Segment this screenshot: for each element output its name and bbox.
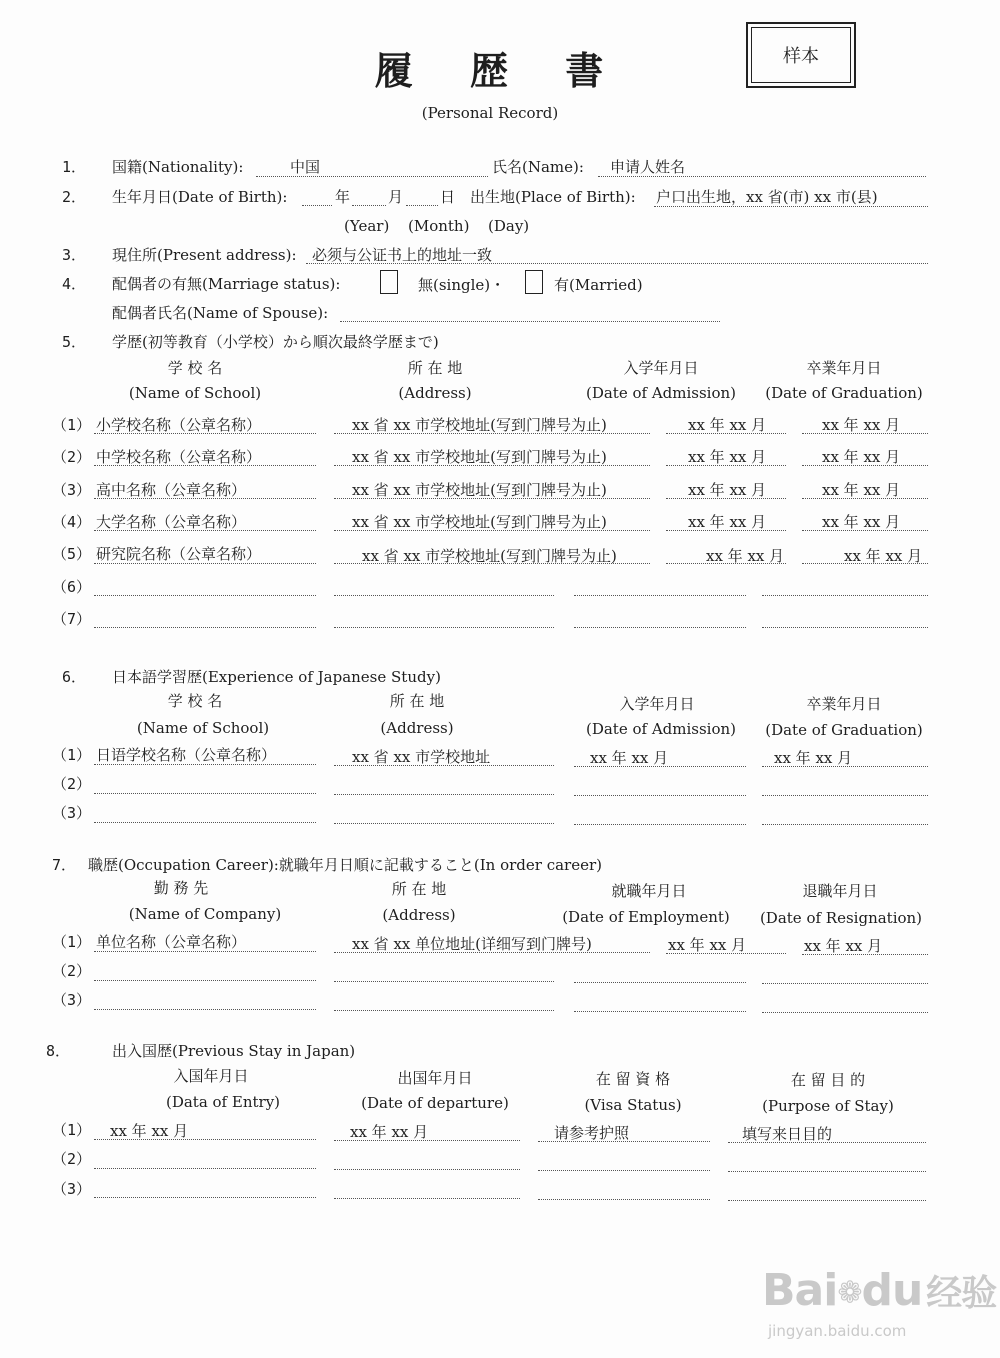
stay-line[interactable]: [728, 1171, 926, 1172]
stay-line[interactable]: [728, 1200, 926, 1201]
nationality-value[interactable]: 中国: [290, 158, 321, 176]
spouse-line[interactable]: [340, 321, 720, 322]
career-header-address: 所 在 地: [391, 880, 447, 898]
jp-header-address: 所 在 地: [389, 692, 445, 710]
edu-row-number: （3）: [52, 481, 92, 499]
stay-purpose-cell[interactable]: 填写来日目的: [742, 1125, 833, 1143]
career-resignation-cell[interactable]: xx 年 xx 月: [804, 937, 883, 955]
career-header-company-en: (Name of Company): [128, 905, 282, 923]
jp-header-graduation: 卒業年月日: [806, 695, 882, 713]
career-line[interactable]: [762, 983, 928, 984]
stay-line: [94, 1139, 316, 1140]
edu-line: [666, 530, 786, 531]
edu-line[interactable]: [574, 627, 746, 628]
edu-line[interactable]: [334, 595, 554, 596]
birth-month-line: [352, 205, 386, 206]
career-line[interactable]: [94, 1009, 316, 1010]
japanese-title: 日本語学習歴(Experience of Japanese Study): [112, 668, 441, 686]
jp-line[interactable]: [574, 824, 746, 825]
single-label: 無(single)・: [418, 276, 506, 294]
birthplace-label: 出生地(Place of Birth):: [470, 188, 636, 206]
career-header-employment: 就職年月日: [611, 882, 687, 900]
stay-row-number: （2）: [52, 1150, 92, 1168]
item-number-6: 6．: [62, 668, 87, 686]
edu-line: [802, 465, 928, 466]
edu-line: [666, 465, 786, 466]
birth-month-en: (Month): [408, 217, 470, 235]
edu-line: [666, 433, 786, 434]
career-line: [666, 953, 786, 954]
birth-year-unit: 年: [335, 188, 351, 206]
jp-line[interactable]: [94, 793, 316, 794]
education-title: 学歴(初等教育（小学校）から順次最終学歴まで): [112, 333, 439, 351]
career-title: 職歴(Occupation Career):就職年月日順に記載すること(In order career): [88, 856, 602, 874]
page-title: 履 歴 書: [374, 48, 626, 93]
jp-row-number: （1）: [52, 746, 92, 764]
edu-address-cell[interactable]: xx 省 xx 市学校地址(写到门牌号为止): [352, 416, 607, 434]
edu-line: [802, 530, 928, 531]
career-line[interactable]: [334, 1010, 554, 1011]
stay-header-purpose-en: (Purpose of Stay): [762, 1097, 894, 1115]
edu-header-address-en: (Address): [398, 384, 472, 402]
jp-line[interactable]: [334, 794, 554, 795]
edu-school-cell[interactable]: 中学校名称（公章名称）: [96, 448, 262, 466]
item-number-3: 3．: [62, 246, 87, 264]
edu-school-cell[interactable]: 小学校名称（公章名称）: [96, 416, 262, 434]
jp-line: [334, 765, 554, 766]
edu-line: [334, 465, 650, 466]
birth-month-unit: 月: [388, 188, 404, 206]
edu-graduation-cell[interactable]: xx 年 xx 月: [822, 481, 901, 499]
career-address-cell[interactable]: xx 省 xx 单位地址(详细写到门牌号): [352, 935, 592, 953]
edu-line[interactable]: [574, 595, 746, 596]
birthplace-value[interactable]: 户口出生地，xx 省(市) xx 市(县): [656, 188, 878, 206]
stay-header-entry-en: (Data of Entry): [165, 1093, 281, 1111]
page-subtitle: (Personal Record): [421, 104, 559, 122]
stay-line[interactable]: [538, 1199, 710, 1200]
stay-line: [538, 1141, 710, 1142]
name-value[interactable]: 申请人姓名: [610, 158, 686, 176]
birth-year-line: [302, 205, 332, 206]
edu-line[interactable]: [762, 627, 928, 628]
birth-day-unit: 日: [440, 188, 456, 206]
edu-line: [666, 563, 786, 564]
edu-row-number: （1）: [52, 416, 92, 434]
married-label: 有(Married): [554, 276, 643, 294]
edu-school-cell[interactable]: 研究院名称（公章名称）: [96, 545, 262, 563]
stay-header-departure-en: (Date of departure): [361, 1094, 509, 1112]
career-company-cell[interactable]: 单位名称（公章名称）: [96, 933, 247, 951]
edu-admission-cell[interactable]: xx 年 xx 月: [688, 481, 767, 499]
jp-line: [574, 766, 746, 767]
jp-header-school: 学 校 名: [167, 692, 223, 710]
jp-line: [94, 764, 316, 765]
nationality-label: 国籍(Nationality):: [112, 158, 244, 176]
edu-row-number: （2）: [52, 448, 92, 466]
birth-label: 生年月日(Date of Birth):: [112, 188, 288, 206]
stay-title: 出入国歴(Previous Stay in Japan): [112, 1042, 356, 1060]
edu-row-number: （5）: [52, 545, 92, 563]
jp-admission-cell[interactable]: xx 年 xx 月: [590, 749, 669, 767]
jp-line[interactable]: [574, 795, 746, 796]
edu-line: [334, 498, 650, 499]
sample-stamp-label: 样本: [751, 27, 851, 83]
edu-graduation-cell[interactable]: xx 年 xx 月: [844, 547, 923, 565]
stay-line[interactable]: [334, 1198, 520, 1199]
career-line[interactable]: [334, 981, 554, 982]
edu-school-cell[interactable]: 高中名称（公章名称）: [96, 481, 247, 499]
nationality-line: [256, 176, 488, 177]
jp-school-cell[interactable]: 日语学校名称（公章名称）: [96, 746, 277, 764]
edu-line[interactable]: [94, 595, 316, 596]
edu-line: [802, 563, 928, 564]
career-row-number: （1）: [52, 933, 92, 951]
stay-header-visa: 在 留 資 格: [595, 1070, 671, 1088]
career-line[interactable]: [762, 1012, 928, 1013]
edu-school-cell[interactable]: 大学名称（公章名称）: [96, 513, 247, 531]
stay-departure-cell[interactable]: xx 年 xx 月: [350, 1123, 429, 1141]
baidu-watermark-logo: [762, 1265, 996, 1316]
edu-header-admission-en: (Date of Admission): [585, 384, 737, 402]
edu-line: [802, 498, 928, 499]
name-label: 氏名(Name):: [492, 158, 584, 176]
edu-line[interactable]: [762, 595, 928, 596]
edu-line: [802, 433, 928, 434]
stay-header-entry: 入国年月日: [173, 1067, 249, 1085]
career-line: [94, 951, 316, 952]
edu-header-address: 所 在 地: [407, 359, 463, 377]
married-checkbox[interactable]: [525, 270, 543, 294]
edu-line[interactable]: [94, 627, 316, 628]
edu-admission-cell[interactable]: xx 年 xx 月: [688, 448, 767, 466]
jp-address-cell[interactable]: xx 省 xx 市学校地址: [352, 748, 491, 766]
stay-row-number: （3）: [52, 1180, 92, 1198]
career-line: [802, 954, 928, 955]
item-number-7: 7．: [52, 856, 77, 874]
jp-line[interactable]: [94, 822, 316, 823]
edu-line: [94, 433, 316, 434]
career-header-address-en: (Address): [382, 906, 456, 924]
birth-day-line: [406, 205, 438, 206]
stay-row-number: （1）: [52, 1121, 92, 1139]
career-row-number: （2）: [52, 962, 92, 980]
career-line[interactable]: [94, 980, 316, 981]
stay-line[interactable]: [334, 1169, 520, 1170]
edu-header-admission: 入学年月日: [623, 359, 699, 377]
edu-row-number: （6）: [52, 578, 92, 596]
edu-line: [334, 530, 650, 531]
edu-admission-cell[interactable]: xx 年 xx 月: [688, 416, 767, 434]
edu-header-school-en: (Name of School): [128, 384, 262, 402]
jp-graduation-cell[interactable]: xx 年 xx 月: [774, 749, 853, 767]
edu-row-number: （7）: [52, 610, 92, 628]
edu-line: [94, 498, 316, 499]
stay-entry-cell[interactable]: xx 年 xx 月: [110, 1122, 189, 1140]
stay-line[interactable]: [94, 1168, 316, 1169]
name-line: [598, 176, 926, 177]
stay-line[interactable]: [538, 1170, 710, 1171]
edu-line: [94, 530, 316, 531]
edu-admission-cell[interactable]: xx 年 xx 月: [706, 547, 785, 565]
jp-header-admission-en: (Date of Admission): [585, 720, 737, 738]
watermark-brand-2: du: [861, 1265, 923, 1316]
birth-year-en: (Year): [344, 217, 390, 235]
jp-row-number: （3）: [52, 804, 92, 822]
career-row-number: （3）: [52, 991, 92, 1009]
single-checkbox[interactable]: [380, 270, 398, 294]
edu-graduation-cell[interactable]: xx 年 xx 月: [822, 416, 901, 434]
edu-address-cell[interactable]: xx 省 xx 市学校地址(写到门牌号为止): [362, 547, 617, 565]
paw-icon: ❁: [837, 1275, 862, 1311]
edu-address-cell[interactable]: xx 省 xx 市学校地址(写到门牌号为止): [352, 481, 607, 499]
stay-header-visa-en: (Visa Status): [584, 1096, 682, 1114]
career-line[interactable]: [574, 1011, 746, 1012]
birth-day-en: (Day): [488, 217, 530, 235]
jp-line[interactable]: [334, 823, 554, 824]
item-number-5: 5．: [62, 333, 87, 351]
item-number-1: 1．: [62, 158, 87, 176]
watermark-brand-1: Bai: [762, 1265, 838, 1316]
jp-line[interactable]: [762, 795, 928, 796]
edu-row-number: （4）: [52, 513, 92, 531]
career-employment-cell[interactable]: xx 年 xx 月: [668, 936, 747, 954]
jp-line: [762, 766, 928, 767]
edu-header-graduation: 卒業年月日: [806, 359, 882, 377]
stay-line: [334, 1140, 520, 1141]
stay-visa-cell[interactable]: 请参考护照: [554, 1124, 630, 1142]
address-value[interactable]: 必须与公证书上的地址一致: [312, 246, 493, 264]
birthplace-line: [654, 206, 928, 207]
edu-line: [334, 563, 650, 564]
edu-header-school: 学 校 名: [167, 359, 223, 377]
jp-row-number: （2）: [52, 775, 92, 793]
career-line[interactable]: [574, 982, 746, 983]
edu-line: [94, 563, 316, 564]
edu-admission-cell[interactable]: xx 年 xx 月: [688, 513, 767, 531]
jp-header-graduation-en: (Date of Graduation): [765, 721, 923, 739]
career-header-resignation: 退職年月日: [802, 882, 878, 900]
spouse-label: 配偶者氏名(Name of Spouse):: [112, 304, 329, 322]
stay-line[interactable]: [94, 1197, 316, 1198]
edu-line: [666, 498, 786, 499]
item-number-4: 4．: [62, 275, 87, 293]
item-number-8: 8．: [46, 1042, 71, 1060]
jp-header-school-en: (Name of School): [136, 719, 270, 737]
jp-header-admission: 入学年月日: [619, 695, 695, 713]
stay-header-departure: 出国年月日: [397, 1069, 473, 1087]
edu-header-graduation-en: (Date of Graduation): [765, 384, 923, 402]
career-header-resignation-en: (Date of Resignation): [759, 909, 923, 927]
career-header-company: 勤 務 先: [153, 879, 209, 897]
edu-graduation-cell[interactable]: xx 年 xx 月: [822, 513, 901, 531]
jp-header-address-en: (Address): [380, 719, 454, 737]
edu-address-cell[interactable]: xx 省 xx 市学校地址(写到门牌号为止): [352, 448, 607, 466]
edu-line: [334, 433, 650, 434]
edu-line[interactable]: [334, 627, 554, 628]
jp-line[interactable]: [762, 824, 928, 825]
edu-graduation-cell[interactable]: xx 年 xx 月: [822, 448, 901, 466]
item-number-2: 2．: [62, 188, 87, 206]
marriage-label: 配偶者の有無(Marriage status):: [112, 275, 341, 293]
stay-line: [728, 1142, 926, 1143]
career-header-employment-en: (Date of Employment): [562, 908, 730, 926]
career-line: [334, 952, 650, 953]
edu-line: [94, 465, 316, 466]
address-label: 現住所(Present address):: [112, 246, 297, 264]
stay-header-purpose: 在 留 目 的: [790, 1071, 866, 1089]
edu-address-cell[interactable]: xx 省 xx 市学校地址(写到门牌号为止): [352, 513, 607, 531]
watermark-brand-3: 经验: [926, 1273, 997, 1314]
watermark-url: jingyan.baidu.com: [768, 1322, 907, 1340]
